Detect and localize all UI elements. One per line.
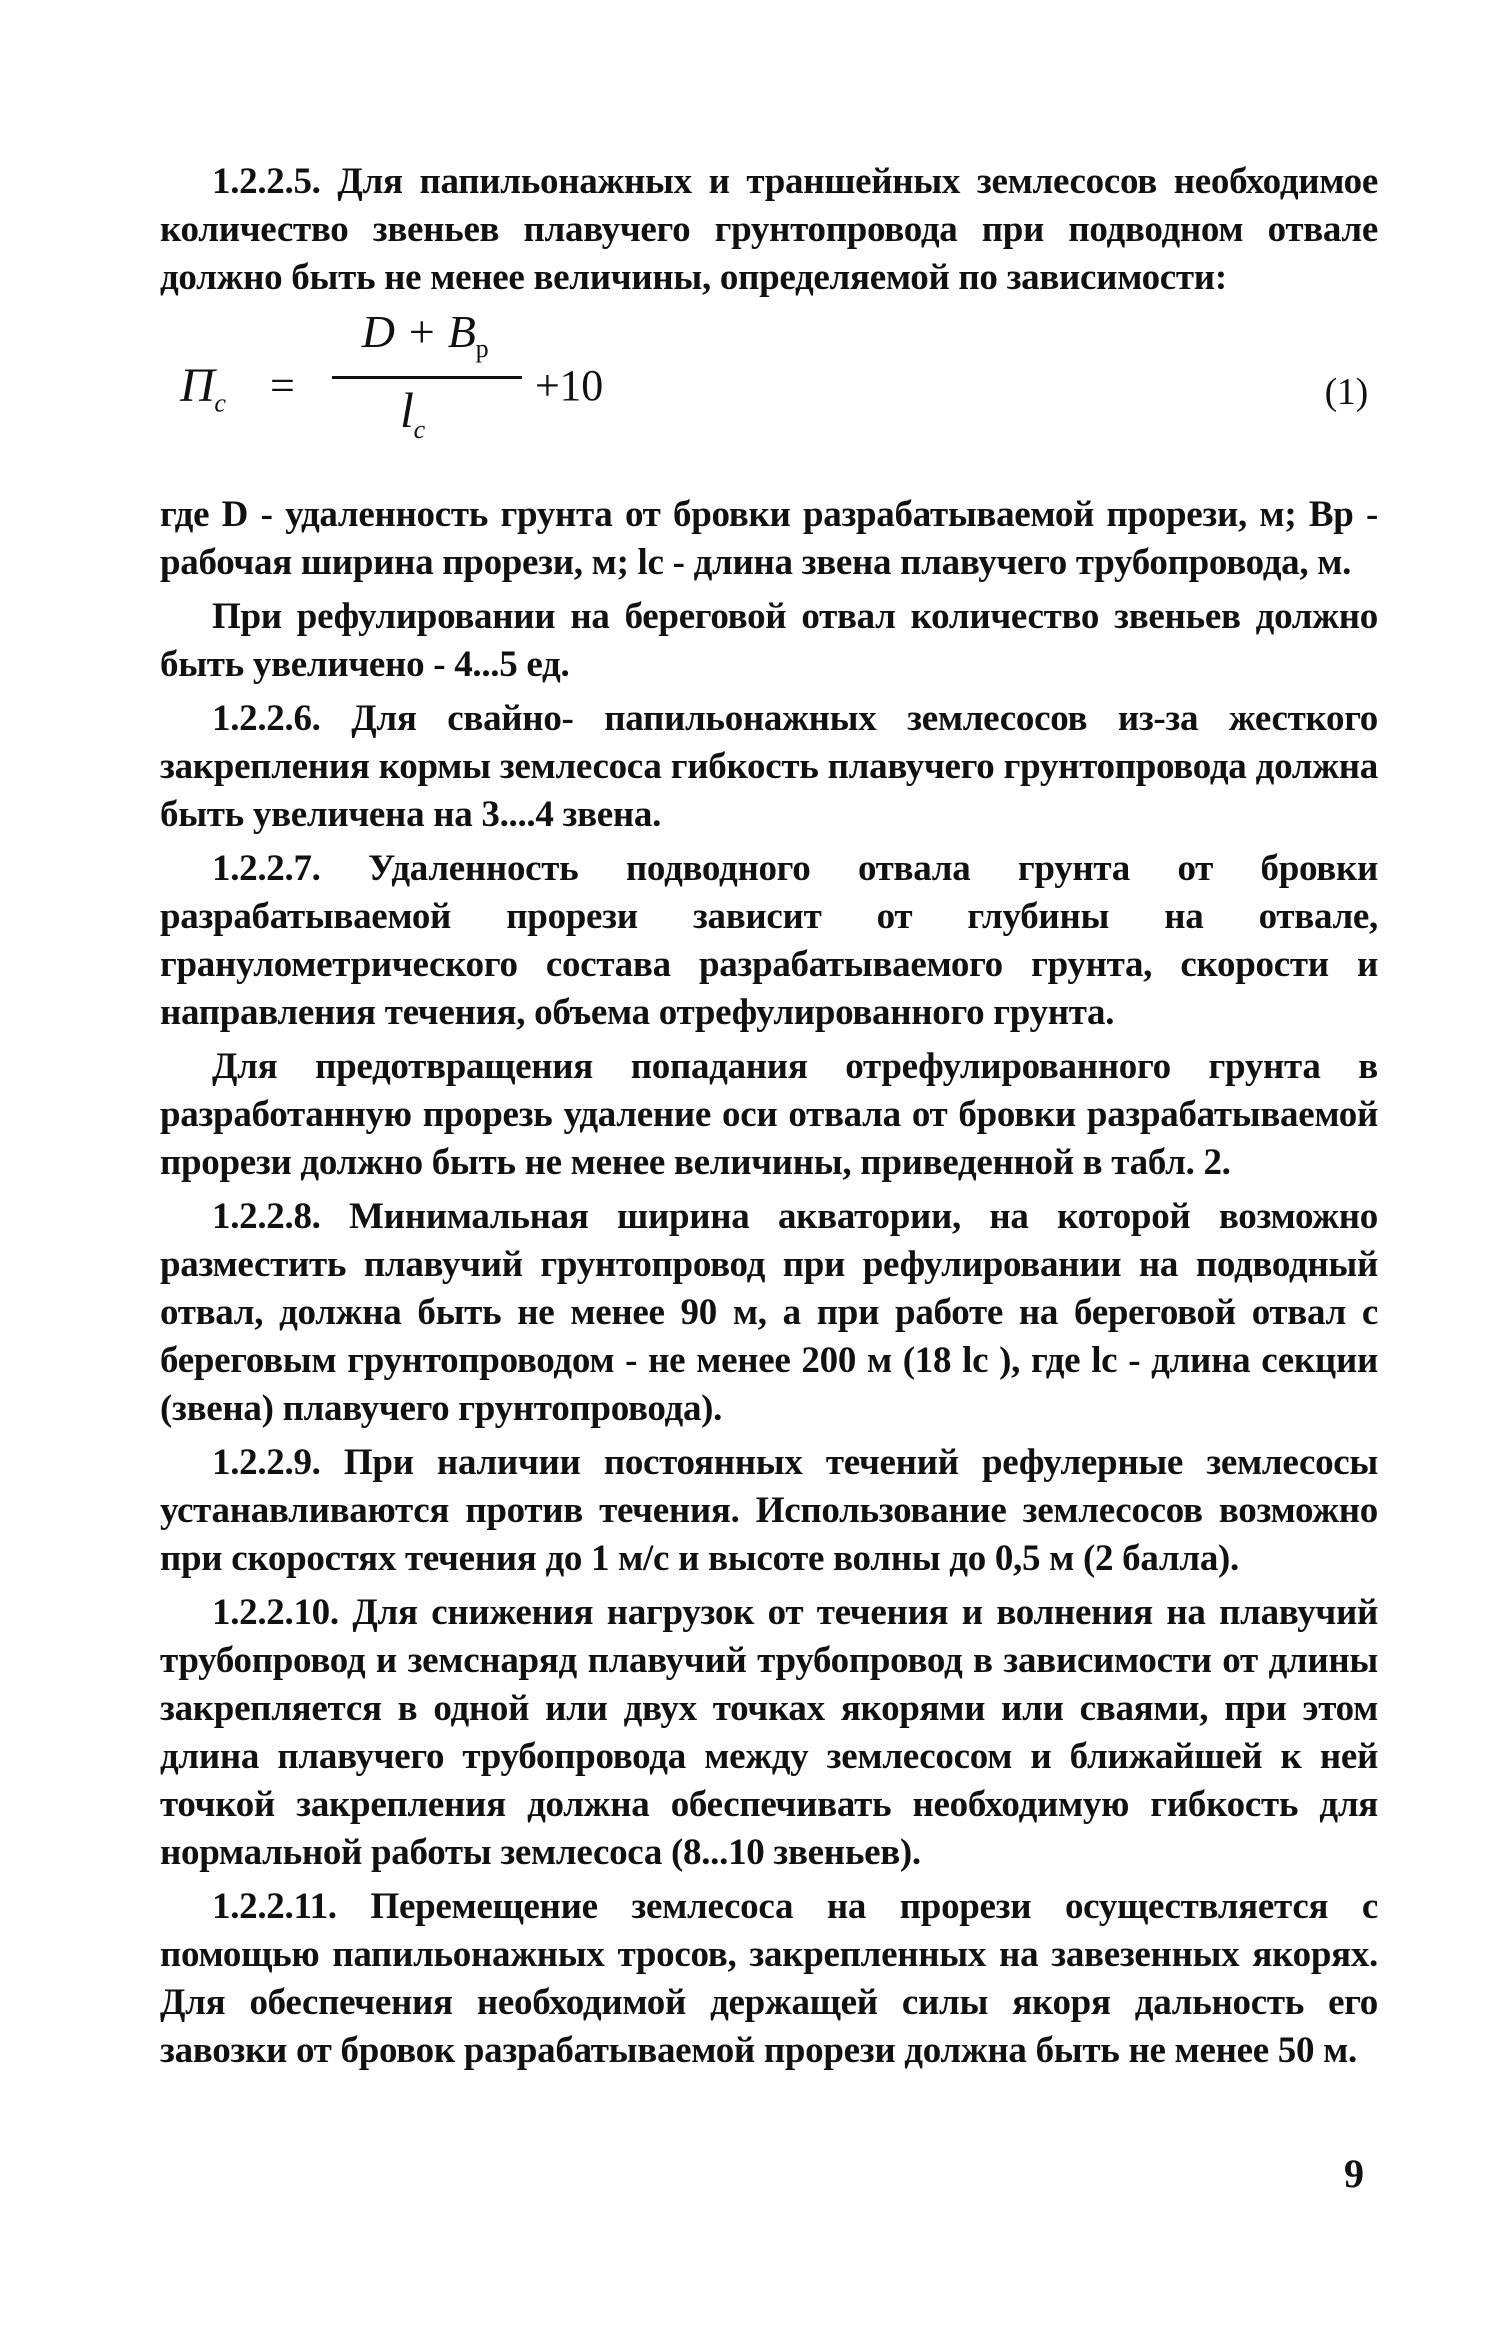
paragraph-1-2-2-6: 1.2.2.6. Для свайно- папильонажных землесосов из-за жесткого закрепления кормы землесоса гибкость плавучего грунтопровода должна быть увеличена на 3....4 звена. bbox=[160, 698, 1378, 835]
formula-equals: = bbox=[270, 361, 295, 410]
paragraph-1-2-2-7: 1.2.2.7. Удаленность подводного отвала грунта от бровки разрабатываемой прорези зависит от глубины на отвале, гранулометрического состава разрабатываемого грунта, скорости и направления течения, объема отрефулированного грунта. bbox=[160, 848, 1378, 1033]
page-number: 9 bbox=[1344, 2151, 1364, 2196]
paragraph-1-2-2-9: 1.2.2.9. При наличии постоянных течений рефулерные землесосы устанавливаются против течения. Использование землесосов возможно при скоростях течения до 1 м/с и высоте волны до 0,5 м (2 балла). bbox=[160, 1442, 1378, 1579]
paragraph-where: где D - удаленность грунта от бровки разрабатываемой прорези, м; Bр - рабочая ширина прорези, м; lc - длина звена плавучего трубопровода, м. bbox=[160, 494, 1378, 583]
paragraph-prevention: Для предотвращения попадания отрефулированного грунта в разработанную прорезь удаление оси отвала от бровки разрабатываемой прорези должно быть не менее величины, приведенной в табл. 2. bbox=[160, 1046, 1378, 1183]
paragraph-1-2-2-10: 1.2.2.10. Для снижения нагрузок от течения и волнения на плавучий трубопровод и земснаряд плавучий трубопровод в зависимости от длины закрепляется в одной или двух точках якорями или сваями, при этом длина плавучего трубопровода между землесосом и ближайшей к ней точкой закрепления должна обеспечивать необходимую гибкость для нормальной работы землесоса (8...10 звеньев). bbox=[160, 1592, 1378, 1873]
paragraph-1-2-2-5: 1.2.2.5. Для папильонажных и траншейных землесосов необходимое количество звеньев плавучего грунтопровода при подводном отвале должно быть не менее величины, определяемой по зависимости: bbox=[160, 161, 1378, 298]
formula-denominator: $l_c$ bbox=[400, 382, 425, 444]
formula-lhs: $П_c$ bbox=[180, 359, 226, 418]
paragraph-1-2-2-11: 1.2.2.11. Перемещение землесоса на прорези осуществляется с помощью папильонажных тросов, закрепленных на завезенных якорях. Для обеспечения необходимой держащей силы якоря дальность его завозки от бровок разрабатываемой прорези должна быть не менее 50 м. bbox=[160, 1886, 1378, 2071]
paragraph-shore-dump: При рефулировании на береговой отвал количество звеньев должно быть увеличено - 4...5 ед. bbox=[160, 596, 1378, 685]
formula-number: (1) bbox=[1324, 371, 1368, 413]
formula-1 bbox=[160, 306, 1378, 481]
paragraph-1-2-2-8: 1.2.2.8. Минимальная ширина акватории, на которой возможно разместить плавучий грунтопровод при рефулировании на подводный отвал, должна быть не менее 90 м, а при работе на береговой отвал с береговым грунтопроводом - не менее 200 м (18 lc ), где lc - длина секции (звена) плавучего грунтопровода). bbox=[160, 1196, 1378, 1429]
fraction-bar bbox=[332, 376, 522, 379]
formula-addend: +10 bbox=[535, 361, 603, 410]
body-text bbox=[160, 158, 1378, 2075]
formula-numerator: $D + B_p$ bbox=[361, 306, 489, 364]
